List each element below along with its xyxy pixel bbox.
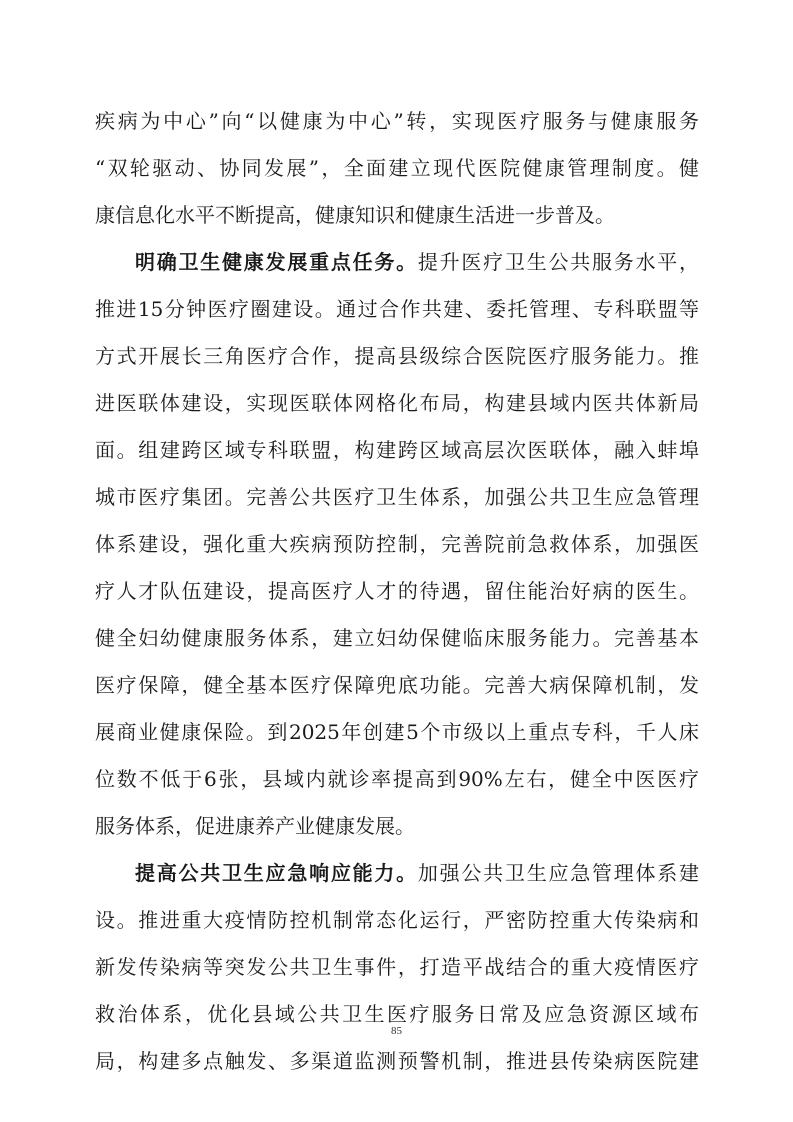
text-run: 提升医疗卫生公共服务水平， (417, 250, 699, 274)
text-line: 位数不低于6张，县域内就诊率提高到90%左右，健全中医医疗 (95, 767, 699, 791)
section-heading: 明确卫生健康发展重点任务。 (135, 250, 418, 274)
text-line-with-heading (95, 850, 699, 897)
text-line: 设。推进重大疫情防控机制常态化运行，严密防控重大传染病和 (95, 908, 699, 932)
text-line: 体系建设，强化重大疾病预防控制，完善院前急救体系，加强医 (95, 532, 699, 556)
text-line: “双轮驱动、协同发展”，全面建立现代医院健康管理制度。健 (95, 156, 699, 180)
text-line: 城市医疗集团。完善公共医疗卫生体系，加强公共卫生应急管理 (95, 485, 699, 509)
text-line: 局，构建多点触发、多渠道监测预警机制，推进县传染病医院建 (95, 1049, 699, 1073)
page-number: 85 (391, 1025, 402, 1037)
text-line: 新发传染病等突发公共卫生事件，打造平战结合的重大疫情医疗 (95, 955, 699, 979)
document-body (95, 98, 699, 1085)
text-line: 疗人才队伍建设，提高医疗人才的待遇，留住能治好病的医生。 (95, 579, 699, 603)
text-run: 加强公共卫生应急管理体系建 (417, 861, 699, 885)
text-line: 医疗保障，健全基本医疗保障兜底功能。完善大病保障机制，发 (95, 673, 699, 697)
text-line: 方式开展长三角医疗合作，提高县级综合医院医疗服务能力。推 (95, 344, 699, 368)
text-line: 推进15分钟医疗圈建设。通过合作共建、委托管理、专科联盟等 (95, 297, 699, 321)
text-line: 康信息化水平不断提高，健康知识和健康生活进一步普及。 (95, 203, 615, 227)
text-line: 服务体系，促进康养产业健康发展。 (95, 814, 415, 838)
text-line: 疾病为中心”向“以健康为中心”转，实现医疗服务与健康服务 (95, 109, 699, 133)
paragraph-3 (95, 850, 699, 1085)
text-line: 健全妇幼健康服务体系，建立妇幼保健临床服务能力。完善基本 (95, 626, 699, 650)
text-line: 救治体系，优化县域公共卫生医疗服务日常及应急资源区域布 (95, 1002, 699, 1026)
text-line-with-heading (95, 239, 699, 286)
text-line: 展商业健康保险。到2025年创建5个市级以上重点专科，千人床 (95, 720, 699, 744)
section-heading: 提高公共卫生应急响应能力。 (135, 861, 418, 885)
text-line: 面。组建跨区域专科联盟，构建跨区域高层次医联体，融入蚌埠 (95, 438, 699, 462)
text-line: 进医联体建设，实现医联体网格化布局，构建县域内医共体新局 (95, 391, 699, 415)
paragraph-1 (95, 98, 699, 239)
paragraph-2 (95, 239, 699, 850)
